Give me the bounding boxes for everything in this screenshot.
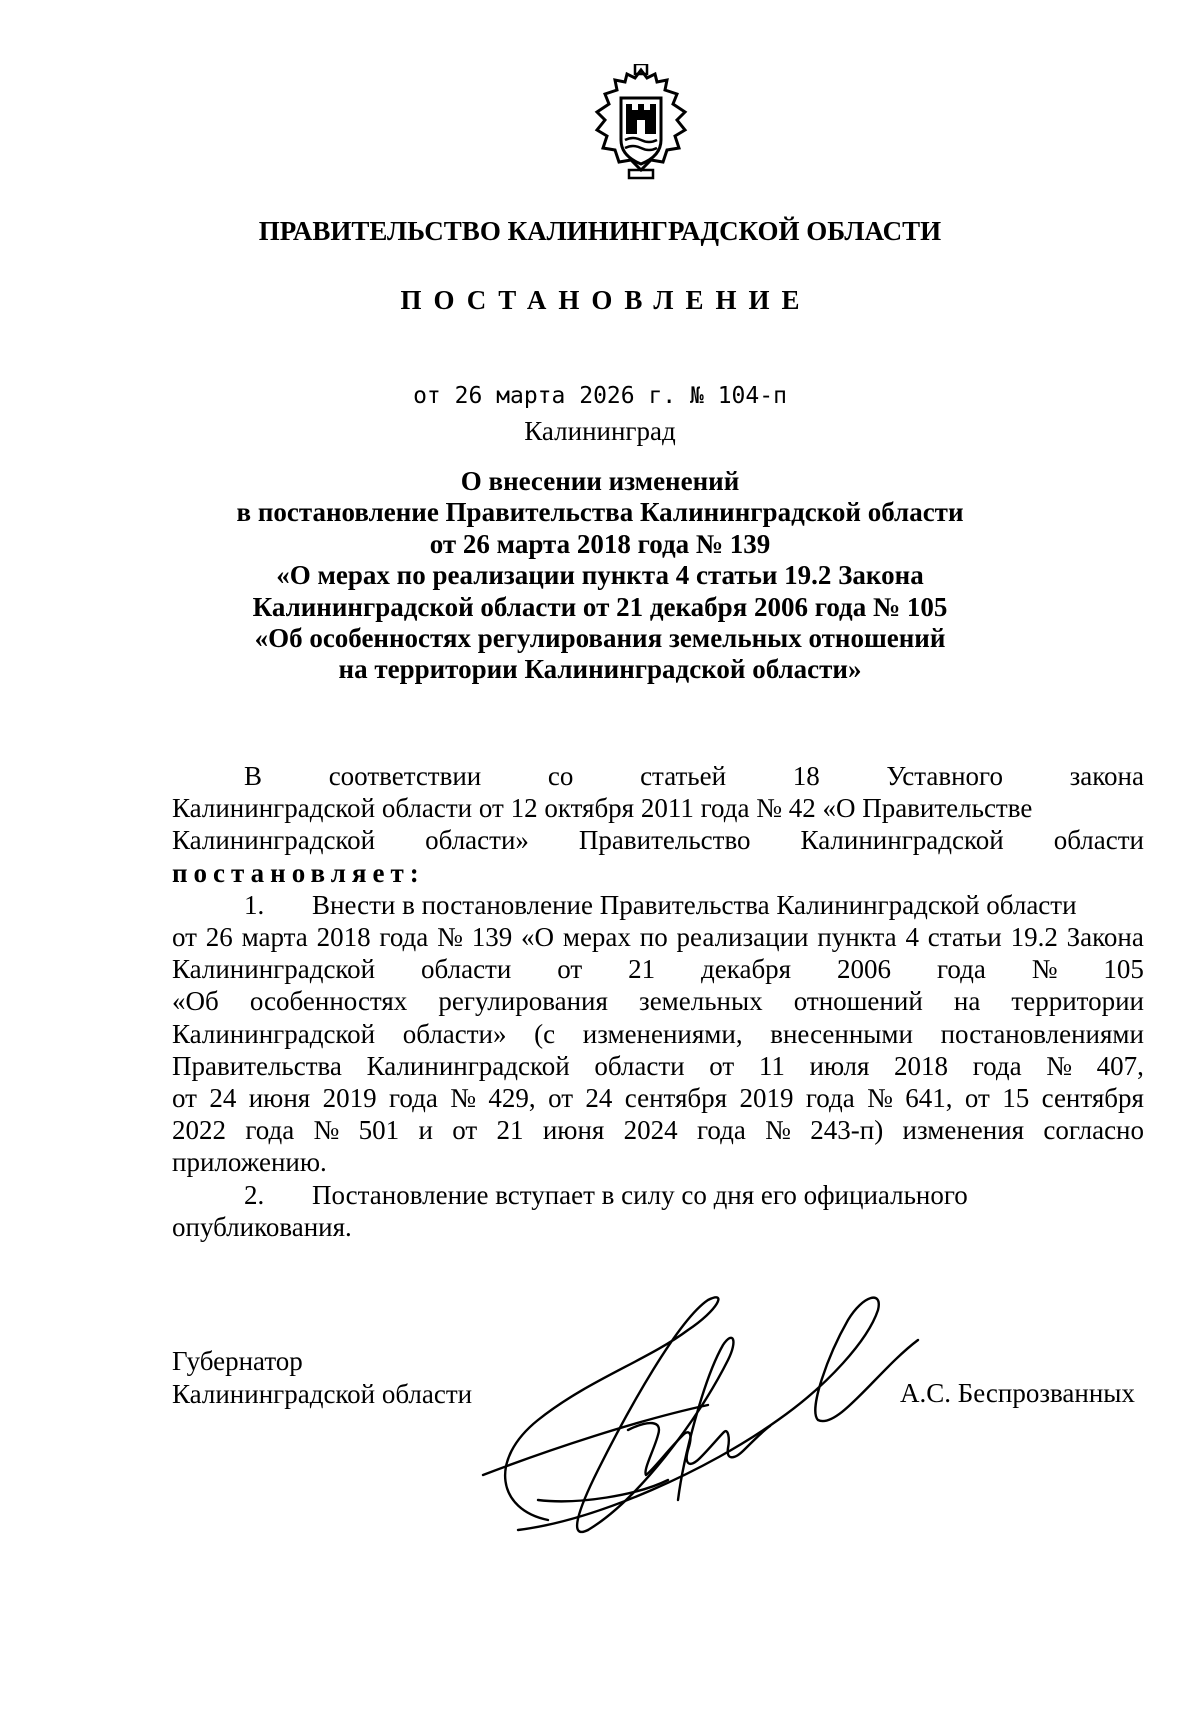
preamble-word: 18 [792, 761, 820, 791]
item-number: 1. [244, 889, 265, 920]
signer-position [172, 1345, 472, 1411]
signer-name: А.С. Беспрозванных [900, 1378, 1135, 1408]
title-line: «Об особенностях регулирования земельных отношений [254, 623, 946, 654]
word: № [437, 922, 463, 953]
word: 2019 [739, 1083, 794, 1114]
word: 26 [205, 922, 233, 953]
word: земельных [639, 986, 763, 1017]
word: Правительства [172, 1050, 342, 1081]
word: 21 [628, 954, 656, 985]
word: «О [521, 922, 555, 953]
word: от [548, 1083, 574, 1114]
preamble-word: со [547, 761, 574, 791]
word: Закона [1066, 922, 1144, 953]
word: года [805, 1083, 855, 1114]
signer-position-line: Калининградской области [172, 1379, 473, 1409]
word: Калининградской [172, 1018, 376, 1049]
preamble-word: статьей [640, 761, 727, 791]
word: «Об [172, 986, 219, 1017]
preamble-line [172, 760, 1144, 792]
word: июня [248, 1083, 311, 1114]
document-date-number: от 26 марта 2026 г. № 104-п [413, 383, 787, 409]
word: 2006 [837, 954, 892, 985]
word: 407, [1096, 1050, 1144, 1081]
item-2-first-line [172, 1179, 1144, 1211]
word: года [245, 1115, 295, 1146]
item-number: 2. [244, 1179, 265, 1210]
word: пункта [817, 922, 897, 953]
item-1-line [172, 1114, 1144, 1146]
title-line: О внесении изменений [460, 466, 740, 496]
word: 641, [905, 1083, 953, 1114]
word: № [1046, 1050, 1072, 1081]
word: статьи [927, 922, 1002, 953]
word: 2024 [623, 1115, 678, 1146]
preamble-word: соответствии [328, 761, 482, 791]
item-1-last-line: приложению. [172, 1147, 327, 1178]
item-1-line [172, 1018, 1144, 1050]
item-1-first-line [172, 889, 1144, 921]
word: 2019 [322, 1083, 377, 1114]
preamble-line [172, 824, 1144, 856]
word: (с [534, 1018, 556, 1049]
word: от [964, 1083, 990, 1114]
word: особенностях [249, 986, 408, 1017]
word: области» [402, 1018, 507, 1049]
preamble-word: Калининградской [800, 825, 1004, 856]
word: регулирования [438, 986, 608, 1017]
word: 19.2 [1010, 922, 1058, 953]
title-line: на территории Калининградской области» [338, 654, 862, 685]
word: от [452, 1115, 478, 1146]
preamble-word: области [1053, 825, 1144, 856]
item-1-line [172, 953, 1144, 985]
word: по [639, 922, 668, 953]
word: 11 [758, 1050, 785, 1081]
word: постановлениями [940, 1018, 1144, 1049]
word: 105 [1103, 954, 1144, 985]
word: на [953, 986, 981, 1017]
word: 2018 [316, 922, 371, 953]
word: № [1031, 954, 1058, 985]
word: 139 [471, 922, 513, 953]
coat-of-arms-emblem [591, 64, 691, 182]
word: года [389, 1083, 438, 1114]
word: 501 [358, 1115, 400, 1146]
item-2-last-line: опубликования. [172, 1211, 352, 1242]
item-text: Постановление вступает в силу со дня его официального [312, 1179, 968, 1210]
preamble-line: Калининградской области от 12 октября 2011 года № 42 «О Правительстве [172, 793, 1033, 824]
word: года [972, 1050, 1022, 1081]
word: от [709, 1050, 735, 1081]
item-1-line [172, 1050, 1144, 1082]
word: Калининградской [172, 954, 376, 985]
signer-position-line: Губернатор [172, 1346, 303, 1376]
title-line: «О мерах по реализации пункта 4 статьи 19.2 Закона [276, 560, 924, 591]
word: 24 [585, 1083, 613, 1114]
word: мерах [562, 922, 631, 953]
word: года [379, 922, 429, 953]
preamble-word: В [244, 761, 263, 791]
word: сентября [1041, 1083, 1144, 1114]
preamble-word: Правительство [578, 825, 751, 856]
word: 21 [496, 1115, 524, 1146]
word: изменения [902, 1115, 1025, 1146]
document-city: Калининград [524, 416, 676, 446]
word: и [418, 1115, 433, 1146]
word: № [765, 1115, 791, 1146]
item-1-line [172, 985, 1144, 1017]
word: сентября [624, 1083, 728, 1114]
word: марта [241, 922, 308, 953]
word: 24 [209, 1083, 237, 1114]
preamble-word: области» [425, 825, 529, 856]
word: реализации [676, 922, 809, 953]
word: № [313, 1115, 340, 1146]
decree-word: постановляет: [172, 857, 425, 888]
word: № [450, 1083, 477, 1114]
word: № [867, 1083, 893, 1114]
word: области [594, 1050, 685, 1081]
word: декабря [701, 954, 792, 985]
word: согласно [1043, 1115, 1144, 1146]
word: от [172, 922, 197, 953]
word: 429, [488, 1083, 536, 1114]
word: территории [1011, 986, 1144, 1017]
title-line: Калининградской области от 21 декабря 2006 года № 105 [252, 591, 948, 622]
item-text: Внести в постановление Правительства Калининградской области [312, 889, 1077, 920]
word: 2018 [894, 1050, 949, 1081]
word: 4 [905, 922, 919, 953]
word: 15 [1002, 1083, 1030, 1114]
word: 243-п) [810, 1115, 884, 1146]
word: июня [542, 1115, 605, 1146]
document-title [180, 466, 1020, 686]
word: изменениями, [582, 1018, 743, 1049]
organization-name: ПРАВИТЕЛЬСТВО КАЛИНИНГРАДСКОЙ ОБЛАСТИ [258, 216, 942, 246]
item-1-line [172, 921, 1144, 953]
preamble-word: Калининградской [172, 825, 376, 856]
title-line: от 26 марта 2018 года № 139 [429, 528, 771, 559]
word: года [936, 954, 986, 985]
preamble-word: Уставного [886, 761, 1003, 791]
document-type: ПОСТАНОВЛЕНИЕ [400, 285, 812, 315]
title-line: в постановление Правительства Калининградской области [236, 497, 964, 528]
handwritten-signature [478, 1270, 938, 1560]
item-1-line [172, 1082, 1144, 1114]
word: июля [809, 1050, 870, 1081]
word: года [696, 1115, 746, 1146]
preamble-word: закона [1069, 761, 1144, 791]
word: от [557, 954, 583, 985]
word: от [172, 1083, 197, 1114]
word: Калининградской [366, 1050, 570, 1081]
document-body [172, 760, 1144, 1243]
word: области [421, 954, 512, 985]
word: внесенными [770, 1018, 913, 1049]
word: 2022 [172, 1115, 226, 1146]
word: отношений [793, 986, 923, 1017]
